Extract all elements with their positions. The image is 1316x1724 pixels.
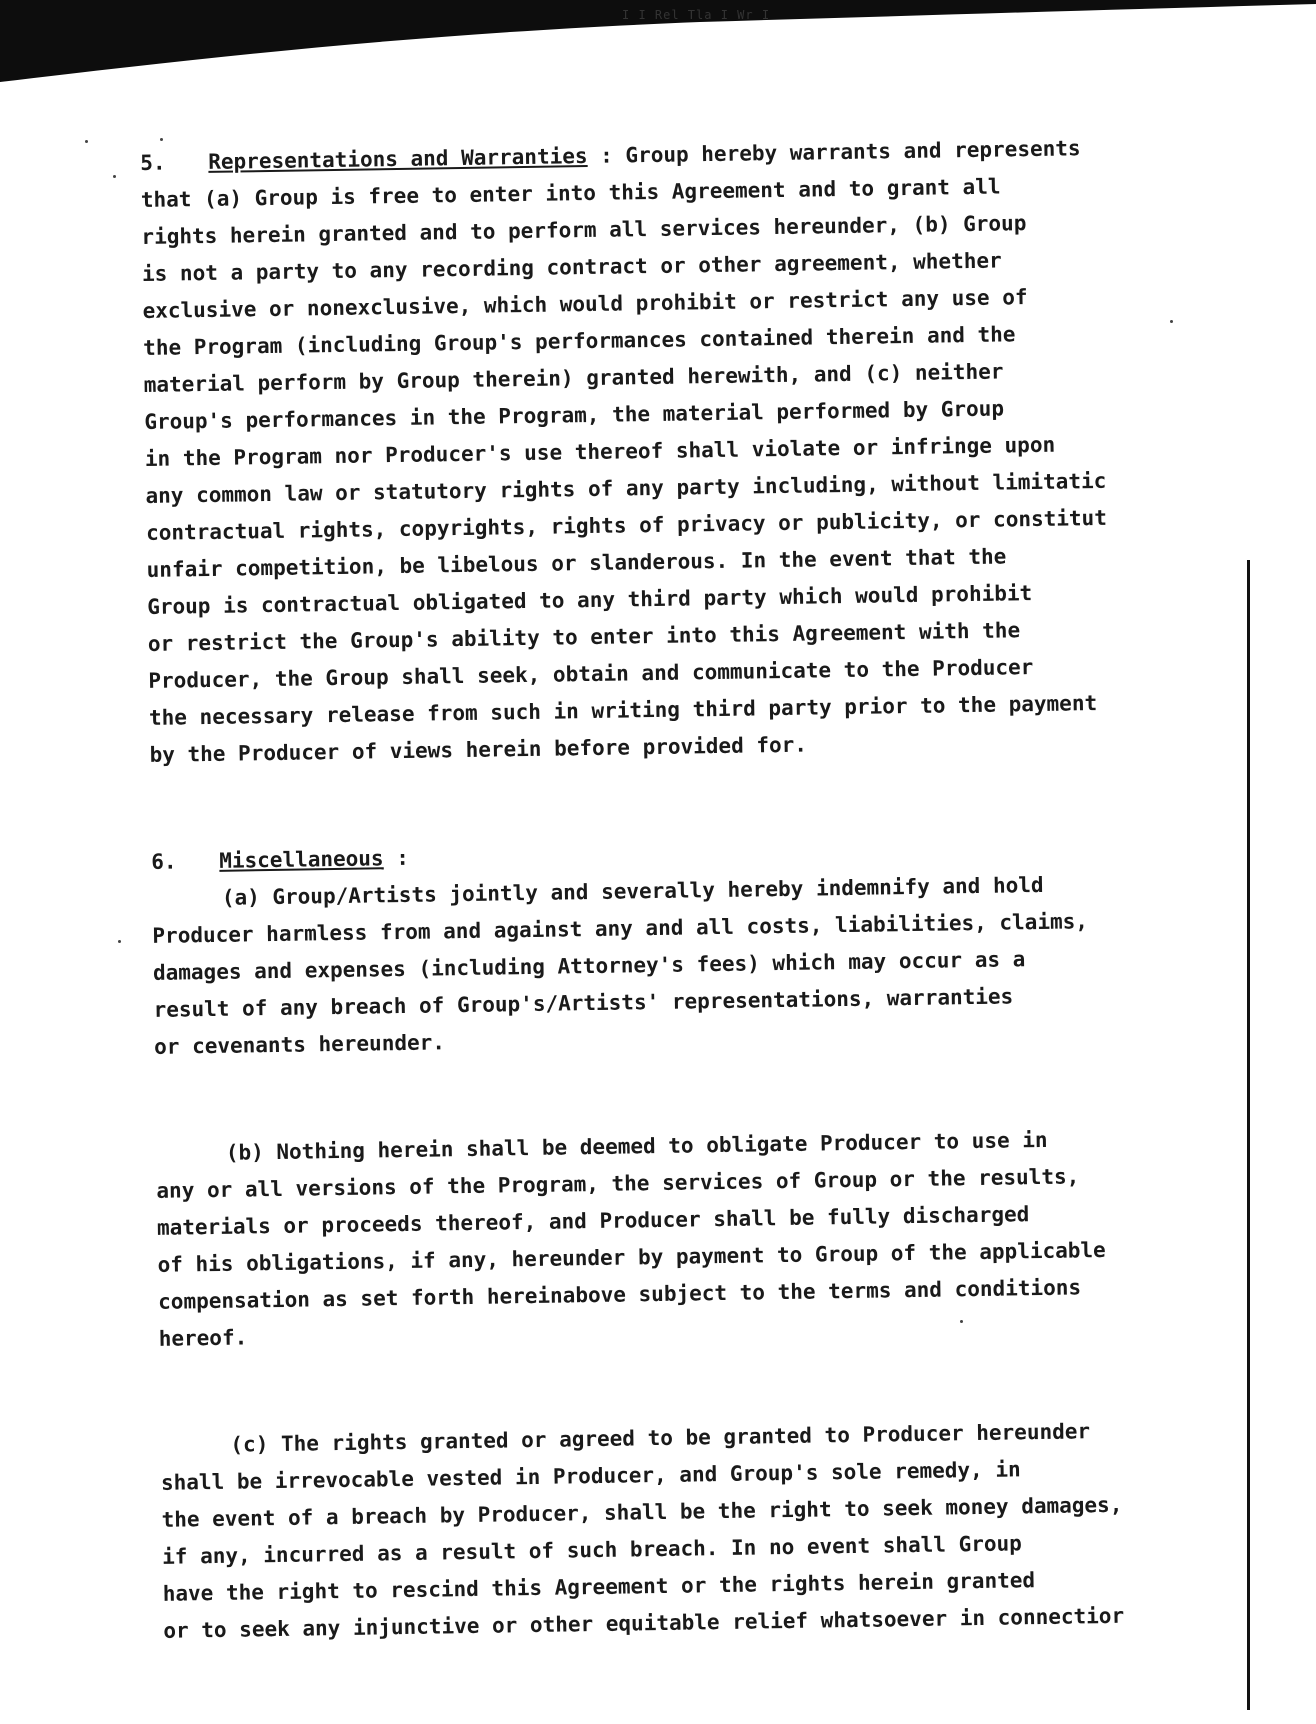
clause-b-line: of his obligations, if any, hereunder by payment to Group of the applicable bbox=[157, 1237, 1106, 1277]
clause-c-line: (c) The rights granted or agreed to be granted to Producer hereunder bbox=[230, 1419, 1091, 1457]
section-5-line: rights herein granted and to perform all services hereunder, (b) Group bbox=[141, 211, 1027, 249]
header-mark: I I Rel Tla I Wr I bbox=[622, 8, 771, 22]
clause-c-line: if any, incurred as a result of such breach. In no event shall Group bbox=[161, 1531, 1022, 1569]
scan-speck bbox=[113, 175, 116, 178]
scan-speck bbox=[160, 138, 163, 141]
clause-b-line: hereof. bbox=[158, 1325, 248, 1351]
section-5-line: by the Producer of views herein before provided for. bbox=[149, 732, 808, 767]
section-5-line: that (a) Group is free to enter into this Agreement and to grant all bbox=[140, 174, 1001, 212]
section-title: Miscellaneous bbox=[219, 846, 384, 873]
section-5-line: Group's performances in the Program, the material performed by Group bbox=[144, 396, 1005, 434]
right-margin-line bbox=[1247, 560, 1250, 1710]
section-title: Representations and Warranties bbox=[208, 143, 588, 174]
document-page bbox=[140, 128, 1234, 1650]
section-5-line: unfair competition, be libelous or slanderous. In the event that the bbox=[146, 544, 1007, 582]
section-5-line: contractual rights, copyrights, rights of privacy or publicity, or constitut bbox=[145, 505, 1108, 545]
section-5-line: the necessary release from such in writing third party prior to the payment bbox=[148, 691, 1098, 730]
clause-c-line: shall be irrevocable vested in Producer, and Group's sole remedy, in bbox=[160, 1457, 1021, 1495]
section-5-line: : Group hereby warrants and represents bbox=[587, 136, 1081, 168]
clause-a-line: Producer harmless from and against any and all costs, liabilities, claims, bbox=[152, 909, 1089, 948]
clause-b-line: any or all versions of the Program, the services of Group or the results, bbox=[156, 1164, 1080, 1203]
section-5-line: is not a party to any recording contract or other agreement, whether bbox=[141, 248, 1002, 286]
clause-b-line: materials or proceeds thereof, and Producer shall be fully discharged bbox=[156, 1202, 1030, 1240]
section-title-suffix: : bbox=[383, 845, 410, 871]
section-5-line: exclusive or nonexclusive, which would prohibit or restrict any use of bbox=[142, 285, 1028, 323]
section-5-line: Group is contractual obligated to any third party which would prohibit bbox=[147, 581, 1033, 619]
clause-c-line: have the right to rescind this Agreement or the rights herein granted bbox=[162, 1568, 1036, 1606]
section-5-line: Producer, the Group shall seek, obtain and communicate to the Producer bbox=[148, 655, 1034, 693]
scan-speck bbox=[85, 140, 88, 143]
clause-c-line: or to seek any injunctive or other equitable relief whatsoever in connectior bbox=[163, 1603, 1125, 1643]
section-number: 5. bbox=[140, 150, 166, 175]
scan-speck bbox=[118, 940, 121, 943]
clause-b-line: (b) Nothing herein shall be deemed to obligate Producer to use in bbox=[225, 1127, 1048, 1165]
clause-a-line: damages and expenses (including Attorney's fees) which may occur as a bbox=[152, 947, 1026, 985]
clause-a-line: result of any breach of Group's/Artists' representations, warranties bbox=[153, 984, 1014, 1022]
section-number: 6. bbox=[151, 849, 177, 874]
clause-a-line: or cevenants hereunder. bbox=[153, 1030, 446, 1059]
section-5-line: material perform by Group therein) granted herewith, and (c) neither bbox=[143, 359, 1004, 397]
clause-a-line: (a) Group/Artists jointly and severally hereby indemnify and hold bbox=[221, 872, 1044, 910]
section-5-line: in the Program nor Producer's use thereof shall violate or infringe upon bbox=[144, 432, 1056, 471]
section-5-line: any common law or statutory rights of any party including, without limitatic bbox=[145, 468, 1107, 508]
clause-b-line: compensation as set forth hereinabove subject to the terms and conditions bbox=[157, 1275, 1082, 1314]
section-5-line: the Program (including Group's performances contained therein and the bbox=[143, 322, 1016, 360]
section-5-line: or restrict the Group's ability to enter into this Agreement with the bbox=[147, 618, 1021, 656]
clause-c-line: the event of a breach by Producer, shall be the right to seek money damages, bbox=[161, 1492, 1123, 1532]
